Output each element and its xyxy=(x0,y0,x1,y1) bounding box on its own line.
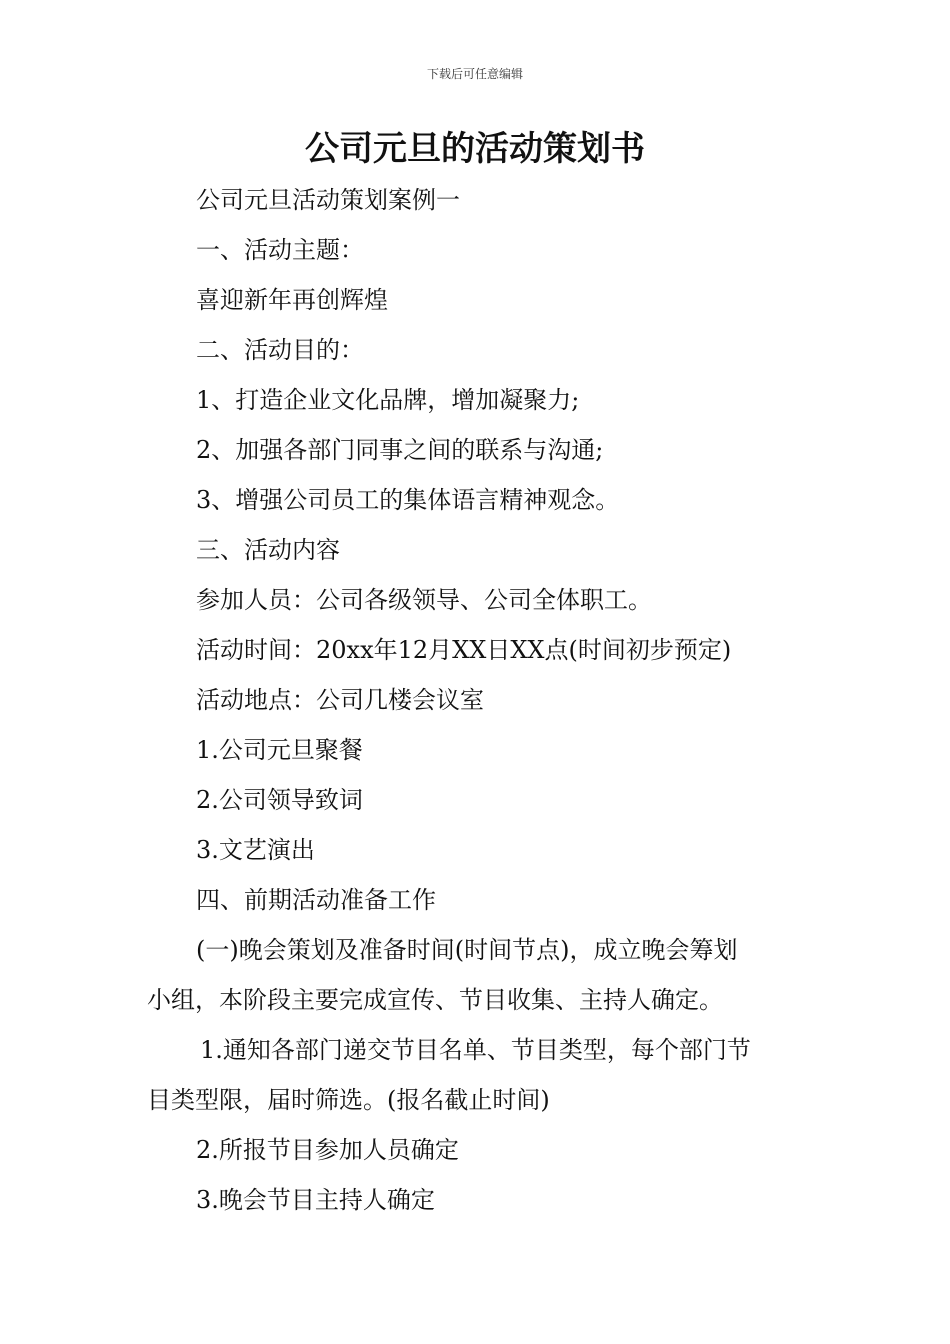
content-item: 2.公司领导致词 xyxy=(196,786,363,814)
time-text: 活动时间：20xx年12月XX日XX点(时间初步预定) xyxy=(196,636,732,664)
paragraph-line: 目类型限，届时筛选。(报名截止时间) xyxy=(147,1086,550,1114)
location-text: 活动地点：公司几楼会议室 xyxy=(196,686,484,714)
content-item: 3.文艺演出 xyxy=(196,836,315,864)
purpose-item: 3、增强公司员工的集体语言精神观念。 xyxy=(196,486,620,514)
section-heading-theme: 一、活动主题： xyxy=(196,236,364,264)
paragraph-line: 小组，本阶段主要完成宣传、节目收集、主持人确定。 xyxy=(147,986,723,1014)
preparation-item: 2.所报节目参加人员确定 xyxy=(196,1136,459,1164)
paragraph-line: 1.通知各部门递交节目名单、节目类型，每个部门节 xyxy=(200,1036,751,1064)
paragraph-line: (一)晚会策划及准备时间(时间节点)，成立晚会筹划 xyxy=(196,936,738,964)
section-heading-content: 三、活动内容 xyxy=(196,536,340,564)
theme-text: 喜迎新年再创辉煌 xyxy=(196,286,388,314)
document-body xyxy=(147,175,817,1225)
content-item: 1.公司元旦聚餐 xyxy=(196,736,363,764)
purpose-item: 1、打造企业文化品牌，增加凝聚力; xyxy=(196,386,580,414)
preparation-item: 3.晚会节目主持人确定 xyxy=(196,1186,435,1214)
case-heading: 公司元旦活动策划案例一 xyxy=(196,186,460,214)
participants-text: 参加人员：公司各级领导、公司全体职工。 xyxy=(196,586,652,614)
section-heading-purpose: 二、活动目的： xyxy=(196,336,364,364)
page-header-note: 下载后可任意编辑 xyxy=(426,67,523,81)
purpose-item: 2、加强各部门同事之间的联系与沟通; xyxy=(196,436,604,464)
section-heading-preparation: 四、前期活动准备工作 xyxy=(196,886,436,914)
document-title: 公司元旦的活动策划书 xyxy=(305,129,645,169)
